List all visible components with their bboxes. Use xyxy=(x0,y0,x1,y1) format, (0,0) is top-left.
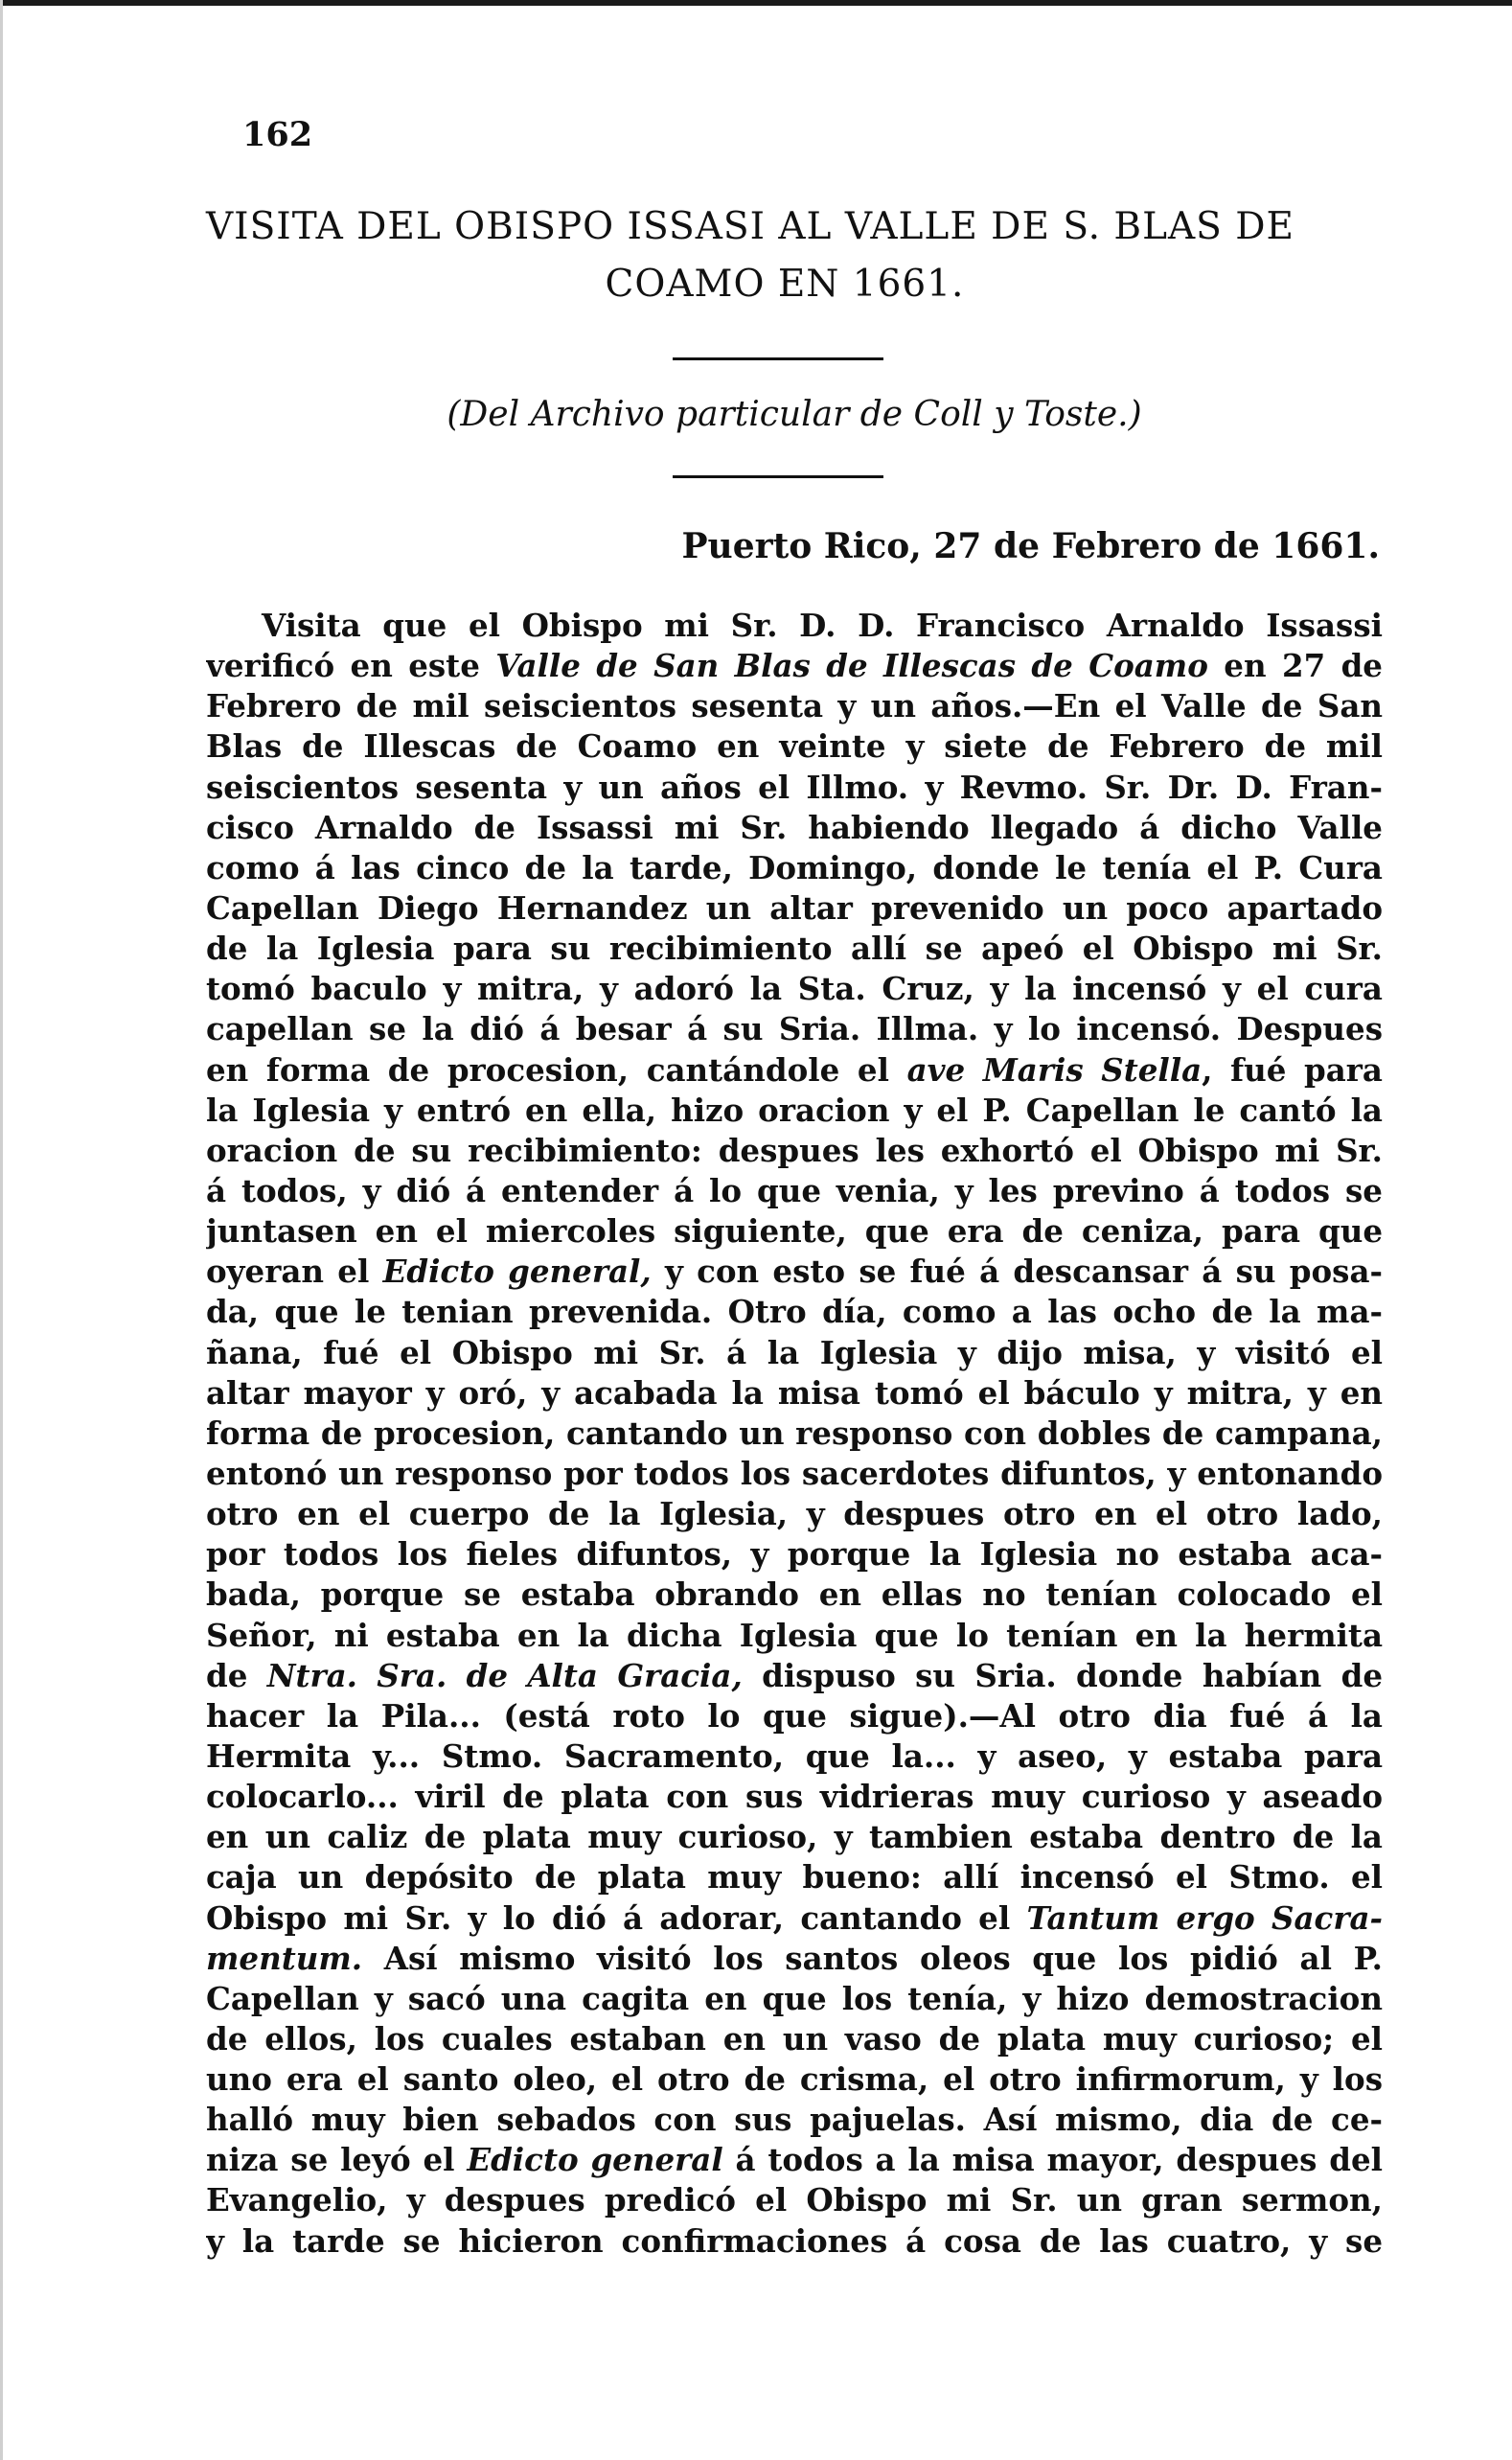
text-segment: niza se leyó el xyxy=(206,2141,468,2179)
text-segment: tomó baculo y mitra, y adoró la Sta. Cruz, y la incensó y el cura xyxy=(206,970,1383,1008)
text-line xyxy=(206,646,1383,686)
text-segment: la Iglesia y entró en ella, hizo oracion y el P. Capellan le cantó la xyxy=(206,1091,1383,1129)
divider-rule xyxy=(673,357,883,360)
text-line xyxy=(206,1171,1383,1211)
text-segment: Blas de Illescas de Coamo en veinte y siete de Febrero de mil xyxy=(206,727,1383,766)
text-line xyxy=(206,1616,1383,1656)
italic-text: mentum. xyxy=(206,1939,363,1977)
text-segment: Capellan Diego Hernandez un altar prevenido un poco apartado xyxy=(206,888,1383,927)
text-line xyxy=(206,2059,1383,2100)
text-line xyxy=(206,1656,1383,1696)
text-line xyxy=(206,1939,1383,1979)
text-segment: , fué para xyxy=(1202,1050,1383,1089)
left-edge xyxy=(0,0,3,2460)
text-segment: seiscientos sesenta y un años el Illmo. y Revmo. Sr. Dr. D. Fran- xyxy=(206,768,1383,806)
text-segment: en forma de procesion, cantándole el xyxy=(206,1050,907,1089)
text-segment: de ellos, los cuales estaban en un vaso de plata muy curioso; el xyxy=(206,2019,1383,2058)
text-line xyxy=(206,1211,1383,1252)
text-line xyxy=(206,1696,1383,1736)
text-segment: Señor, ni estaba en la dicha Iglesia que lo tenían en la hermita xyxy=(206,1616,1383,1654)
text-line xyxy=(206,2100,1383,2140)
text-line xyxy=(206,686,1383,726)
text-segment: de la Iglesia para su recibimiento allí se apeó el Obispo mi Sr. xyxy=(206,930,1383,968)
body-text xyxy=(206,606,1383,2262)
text-line xyxy=(206,1373,1383,1414)
text-segment: hacer la Pila... (está roto lo que sigue).—Al otro dia fué á la xyxy=(206,1696,1383,1735)
text-segment: caja un depósito de plata muy bueno: allí incensó el Stmo. el xyxy=(206,1858,1383,1897)
text-line xyxy=(206,808,1383,848)
text-segment: Obispo mi Sr. y lo dió á adorar, cantando el xyxy=(206,1898,1027,1937)
text-segment: bada, porque se estaba obrando en ellas no tenían colocado el xyxy=(206,1575,1383,1614)
text-line xyxy=(206,1091,1383,1131)
title-line-2: COAMO EN 1661. xyxy=(605,263,965,306)
text-line xyxy=(206,1292,1383,1332)
text-segment: entonó un responso por todos los sacerdotes difuntos, y entonando xyxy=(206,1454,1383,1492)
text-line xyxy=(206,1575,1383,1615)
text-segment: en 27 de xyxy=(1207,647,1383,685)
text-segment: juntasen en el miercoles siguiente, que era de ceniza, para que xyxy=(206,1212,1383,1251)
text-line xyxy=(206,1898,1383,1939)
text-segment: otro en el cuerpo de la Iglesia, y despues otro en el otro lado, xyxy=(206,1495,1383,1533)
divider-rule xyxy=(673,475,883,478)
text-segment: oyeran el xyxy=(206,1253,383,1291)
text-line xyxy=(206,2221,1383,2262)
italic-text: Tantum ergo Sacra- xyxy=(1026,1898,1383,1937)
text-segment: y la tarde se hicieron confirmaciones á cosa de las cuatro, y se xyxy=(206,2221,1383,2260)
text-segment: ñana, fué el Obispo mi Sr. á la Iglesia y dijo misa, y visitó el xyxy=(206,1333,1383,1371)
text-line xyxy=(206,1736,1383,1777)
text-segment: capellan se la dió á besar á su Sria. Illma. y lo incensó. Despues xyxy=(206,1010,1383,1048)
text-line xyxy=(206,1857,1383,1897)
text-segment: Febrero de mil seiscientos sesenta y un años.—En el Valle de San xyxy=(206,687,1383,725)
text-line xyxy=(206,768,1383,808)
text-line xyxy=(206,1333,1383,1373)
italic-text: Edicto general xyxy=(467,2141,723,2179)
text-line xyxy=(206,726,1383,767)
text-segment: y con esto se fué á descansar á su posa- xyxy=(651,1253,1383,1291)
dateline: Puerto Rico, 27 de Febrero de 1661. xyxy=(681,526,1380,566)
text-line xyxy=(206,1454,1383,1494)
text-segment: verificó en este xyxy=(206,647,496,685)
text-segment: halló muy bien sebados con sus pajuelas. Así mismo, dia de ce- xyxy=(206,2101,1383,2139)
text-segment: Evangelio, y despues predicó el Obispo mi Sr. un gran sermon, xyxy=(206,2181,1383,2219)
document-title xyxy=(206,198,1383,313)
italic-text: Ntra. Sra. de Alta Gracia, xyxy=(266,1656,743,1694)
text-segment: á todos, y dió á entender á lo que venia, y les previno á todos se xyxy=(206,1171,1383,1209)
text-line xyxy=(206,1050,1383,1091)
text-segment: da, que le tenian prevenida. Otro día, como a las ocho de la ma- xyxy=(206,1293,1383,1331)
text-line xyxy=(206,1252,1383,1292)
text-segment: uno era el santo oleo, el otro de crisma, el otro infirmorum, y los xyxy=(206,2060,1383,2099)
text-line xyxy=(206,2180,1383,2220)
text-line xyxy=(206,606,1383,646)
text-segment: oracion de su recibimiento: despues les exhortó el Obispo mi Sr. xyxy=(206,1131,1383,1169)
text-segment: altar mayor y oró, y acabada la misa tomó el báculo y mitra, y en xyxy=(206,1373,1383,1412)
text-line xyxy=(206,1009,1383,1049)
page-number: 162 xyxy=(242,115,313,154)
text-segment: Visita que el Obispo mi Sr. D. D. Francisco Arnaldo Issassi xyxy=(262,607,1383,644)
text-line xyxy=(206,1534,1383,1575)
text-segment: á todos a la misa mayor, despues del xyxy=(722,2141,1383,2179)
text-line xyxy=(206,2019,1383,2059)
text-segment: Hermita y... Stmo. Sacramento, que la... y aseo, y estaba para xyxy=(206,1736,1383,1775)
title-line-1: VISITA DEL OBISPO ISSASI AL VALLE DE S. BLAS DE xyxy=(206,205,1295,248)
text-line xyxy=(206,929,1383,969)
text-line xyxy=(206,848,1383,888)
text-segment: forma de procesion, cantando un responso con dobles de campana, xyxy=(206,1414,1383,1452)
text-line xyxy=(206,888,1383,929)
text-segment: Capellan y sacó una cagita en que los tenía, y hizo demostracion xyxy=(206,1979,1383,2017)
text-segment: en un caliz de plata muy curioso, y tambien estaba dentro de la xyxy=(206,1818,1383,1856)
italic-text: Valle de San Blas de Illescas de Coamo xyxy=(495,647,1208,685)
text-line xyxy=(206,1817,1383,1857)
top-border xyxy=(0,0,1512,6)
text-segment: como á las cinco de la tarde, Domingo, donde le tenía el P. Cura xyxy=(206,848,1383,886)
text-line xyxy=(206,1414,1383,1454)
text-segment: dispuso su Sria. donde habían de xyxy=(742,1656,1383,1694)
text-segment: Así mismo visitó los santos oleos que los pidió al P. xyxy=(362,1939,1383,1977)
text-segment: cisco Arnaldo de Issassi mi Sr. habiendo llegado á dicho Valle xyxy=(206,808,1383,846)
text-line xyxy=(206,969,1383,1009)
text-segment: por todos los fieles difuntos, y porque la Iglesia no estaba aca- xyxy=(206,1535,1383,1574)
text-line xyxy=(206,1494,1383,1534)
text-line xyxy=(206,1979,1383,2019)
text-segment: de xyxy=(206,1656,267,1694)
italic-text: Edicto general, xyxy=(382,1253,652,1291)
source-citation: (Del Archivo particular de Coll y Toste.) xyxy=(447,395,1142,434)
text-line xyxy=(206,2140,1383,2180)
text-line xyxy=(206,1777,1383,1817)
text-line xyxy=(206,1131,1383,1171)
text-segment: colocarlo... viril de plata con sus vidrieras muy curioso y aseado xyxy=(206,1778,1383,1816)
italic-text: ave Maris Stella xyxy=(906,1050,1203,1089)
